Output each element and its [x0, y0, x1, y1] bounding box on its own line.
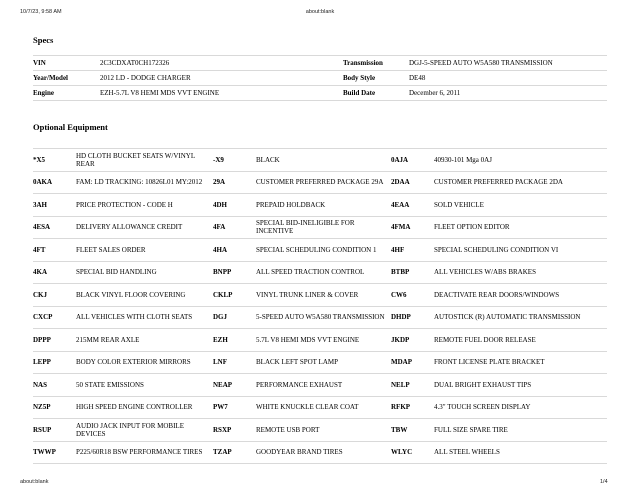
- option-description: WHITE KNUCKLE CLEAR COAT: [256, 403, 359, 412]
- option-code: 4HF: [391, 245, 405, 254]
- equipment-item: [391, 352, 607, 374]
- option-description: SPECIAL BID HANDLING: [76, 268, 157, 277]
- option-description: ALL VEHICLES WITH CLOTH SEATS: [76, 313, 193, 322]
- spec-label: Engine: [33, 89, 55, 97]
- option-code: 4KA: [33, 268, 47, 277]
- option-description: ALL SPEED TRACTION CONTROL: [256, 268, 365, 277]
- option-description: FRONT LICENSE PLATE BRACKET: [434, 358, 545, 367]
- option-description: GOODYEAR BRAND TIRES: [256, 448, 343, 457]
- option-description: DUAL BRIGHT EXHAUST TIPS: [434, 380, 532, 389]
- spec-value: DE48: [409, 74, 426, 82]
- print-footer-url: about:blank: [20, 479, 49, 485]
- equipment-item: [391, 374, 607, 396]
- option-code: -X9: [213, 155, 224, 164]
- option-description: 40930-101 Mga 0AJ: [434, 155, 492, 164]
- option-description: AUDIO JACK INPUT FOR MOBILE DEVICES: [76, 421, 184, 438]
- equipment-item: [213, 374, 391, 396]
- option-description: REMOTE FUEL DOOR RELEASE: [434, 335, 536, 344]
- option-description: DELIVERY ALLOWANCE CREDIT: [76, 223, 183, 232]
- equipment-item: [213, 307, 391, 329]
- print-page-indicator: 1/4: [600, 479, 608, 485]
- equipment-item: [33, 374, 213, 396]
- spec-row: [33, 55, 607, 70]
- option-code: EZH: [213, 335, 228, 344]
- equipment-item: [213, 352, 391, 374]
- spec-value: 2012 LD - DODGE CHARGER: [100, 74, 191, 82]
- option-code: 0AJA: [391, 155, 409, 164]
- option-description: 5.7L V8 HEMI MDS VVT ENGINE: [256, 335, 360, 344]
- spec-row: [33, 70, 607, 85]
- equipment-item: [213, 284, 391, 306]
- table-row: [33, 373, 607, 396]
- equipment-item: [213, 194, 391, 216]
- option-code: 4FA: [213, 223, 226, 232]
- option-description: SOLD VEHICLE: [434, 200, 484, 209]
- option-description: REMOTE USB PORT: [256, 425, 320, 434]
- option-description: BLACK LEFT SPOT LAMP: [256, 358, 339, 367]
- table-row: [33, 261, 607, 284]
- option-description: FULL SIZE SPARE TIRE: [434, 425, 508, 434]
- option-description: 4.3" TOUCH SCREEN DISPLAY: [434, 403, 531, 412]
- equipment-item: [391, 397, 607, 419]
- table-row: [33, 328, 607, 351]
- spec-label: VIN: [33, 59, 46, 67]
- option-description: HIGH SPEED ENGINE CONTROLLER: [76, 403, 193, 412]
- option-description: HD CLOTH BUCKET SEATS W/VINYL REAR: [76, 151, 195, 168]
- option-description: PREPAID HOLDBACK: [256, 200, 326, 209]
- equipment-item: [213, 172, 391, 194]
- option-code: BNPP: [213, 268, 232, 277]
- option-code: 2DAA: [391, 178, 410, 187]
- option-description: SPECIAL SCHEDULING CONDITION 1: [256, 245, 377, 254]
- equipment-item: [213, 419, 391, 441]
- option-code: 0AKA: [33, 178, 53, 187]
- equipment-item: [33, 172, 213, 194]
- optional-equipment-table: [33, 148, 607, 464]
- option-description: BLACK VINYL FLOOR COVERING: [76, 290, 186, 299]
- equipment-item: [391, 419, 607, 441]
- equipment-item: [391, 262, 607, 284]
- equipment-item: [391, 442, 607, 464]
- table-row: [33, 418, 607, 441]
- option-code: RSUP: [33, 425, 52, 434]
- equipment-item: [391, 217, 607, 239]
- optional-equipment-heading: Optional Equipment: [33, 122, 108, 132]
- equipment-item: [33, 307, 213, 329]
- option-description: FLEET SALES ORDER: [76, 245, 146, 254]
- equipment-item: [33, 217, 213, 239]
- equipment-item: [213, 239, 391, 261]
- spec-value: EZH-5.7L V8 HEMI MDS VVT ENGINE: [100, 89, 220, 97]
- option-description: ALL STEEL WHEELS: [434, 448, 500, 457]
- spec-value: DGJ-5-SPEED AUTO W5A580 TRANSMISSION: [409, 59, 553, 67]
- table-row: [33, 306, 607, 329]
- option-code: MDAP: [391, 358, 412, 367]
- option-code: CXCP: [33, 313, 53, 322]
- option-code: DHDP: [391, 313, 411, 322]
- table-row: [33, 238, 607, 261]
- table-row: [33, 193, 607, 216]
- spec-value: December 6, 2011: [409, 89, 461, 97]
- equipment-item: [213, 329, 391, 351]
- option-description: SPECIAL BID-INELIGIBLE FOR INCENTIVE: [256, 219, 355, 236]
- option-code: TWWP: [33, 448, 56, 457]
- table-row: [33, 283, 607, 306]
- equipment-item: [33, 442, 213, 464]
- spec-row: [33, 85, 607, 101]
- spec-label: Transmission: [343, 59, 383, 67]
- option-code: LNF: [213, 358, 227, 367]
- option-description: BLACK: [256, 155, 280, 164]
- option-code: DGJ: [213, 313, 227, 322]
- option-code: TZAP: [213, 448, 232, 457]
- option-code: 4FT: [33, 245, 46, 254]
- equipment-item: [213, 397, 391, 419]
- equipment-item: [33, 397, 213, 419]
- spec-label: Body Style: [343, 74, 376, 82]
- equipment-item: [33, 284, 213, 306]
- option-description: FAM: LD TRACKING: 10826L01 MY:2012: [76, 178, 203, 187]
- equipment-item: [33, 149, 213, 171]
- table-row: [33, 171, 607, 194]
- equipment-item: [33, 194, 213, 216]
- equipment-item: [33, 352, 213, 374]
- option-code: CW6: [391, 290, 407, 299]
- option-code: 3AH: [33, 200, 47, 209]
- equipment-item: [391, 307, 607, 329]
- option-code: NEAP: [213, 380, 233, 389]
- option-code: NAS: [33, 380, 48, 389]
- equipment-item: [213, 262, 391, 284]
- table-row: [33, 148, 607, 171]
- print-datetime: 10/7/23, 9:58 AM: [20, 9, 62, 15]
- equipment-item: [213, 217, 391, 239]
- equipment-item: [391, 172, 607, 194]
- spec-label: Year/Model: [33, 74, 68, 82]
- option-code: RFKP: [391, 403, 411, 412]
- option-code: JKDP: [391, 335, 410, 344]
- option-code: *X5: [33, 155, 46, 164]
- table-row: [33, 441, 607, 465]
- option-description: BODY COLOR EXTERIOR MIRRORS: [76, 358, 191, 367]
- equipment-item: [33, 329, 213, 351]
- equipment-item: [33, 239, 213, 261]
- option-code: LEPP: [33, 358, 51, 367]
- option-description: 50 STATE EMISSIONS: [76, 380, 144, 389]
- option-description: P225/60R18 BSW PERFORMANCE TIRES: [76, 448, 203, 457]
- option-description: CUSTOMER PREFERRED PACKAGE 2DA: [434, 178, 563, 187]
- equipment-item: [213, 149, 391, 171]
- equipment-item: [33, 419, 213, 441]
- specs-table: [33, 55, 607, 101]
- equipment-item: [391, 239, 607, 261]
- option-code: CKJ: [33, 290, 47, 299]
- equipment-item: [391, 149, 607, 171]
- option-description: SPECIAL SCHEDULING CONDITION VI: [434, 245, 559, 254]
- table-row: [33, 396, 607, 419]
- option-code: 4DH: [213, 200, 227, 209]
- option-description: 5-SPEED AUTO W5A580 TRANSMISSION: [256, 313, 385, 322]
- option-description: CUSTOMER PREFERRED PACKAGE 29A: [256, 178, 384, 187]
- equipment-item: [213, 442, 391, 464]
- option-code: RSXP: [213, 425, 232, 434]
- option-description: VINYL TRUNK LINER & COVER: [256, 290, 359, 299]
- spec-label: Build Date: [343, 89, 376, 97]
- option-description: DEACTIVATE REAR DOORS/WINDOWS: [434, 290, 560, 299]
- table-row: [33, 351, 607, 374]
- equipment-item: [33, 262, 213, 284]
- specs-heading: Specs: [33, 35, 54, 45]
- option-code: 4ESA: [33, 223, 51, 232]
- option-description: AUTOSTICK (R) AUTOMATIC TRANSMISSION: [434, 313, 581, 322]
- option-code: WLYC: [391, 448, 413, 457]
- option-description: PRICE PROTECTION - CODE H: [76, 200, 173, 209]
- print-page-title: about:blank: [305, 9, 335, 15]
- equipment-item: [391, 284, 607, 306]
- option-code: NZ5P: [33, 403, 51, 412]
- option-code: 4EAA: [391, 200, 410, 209]
- option-code: PW7: [213, 403, 228, 412]
- spec-value: 2C3CDXAT0CH172326: [100, 59, 170, 67]
- equipment-item: [391, 329, 607, 351]
- option-code: 4HA: [213, 245, 227, 254]
- option-code: NELP: [391, 380, 410, 389]
- option-code: 4FMA: [391, 223, 411, 232]
- option-description: ALL VEHICLES W/ABS BRAKES: [434, 268, 536, 277]
- option-code: CKLP: [213, 290, 233, 299]
- option-code: DPPP: [33, 335, 51, 344]
- equipment-item: [391, 194, 607, 216]
- option-code: TBW: [391, 425, 408, 434]
- option-code: 29A: [213, 178, 226, 187]
- option-code: BTBP: [391, 268, 410, 277]
- option-description: PERFORMANCE EXHAUST: [256, 380, 343, 389]
- option-description: 215MM REAR AXLE: [76, 335, 140, 344]
- option-description: FLEET OPTION EDITOR: [434, 223, 510, 232]
- table-row: [33, 216, 607, 239]
